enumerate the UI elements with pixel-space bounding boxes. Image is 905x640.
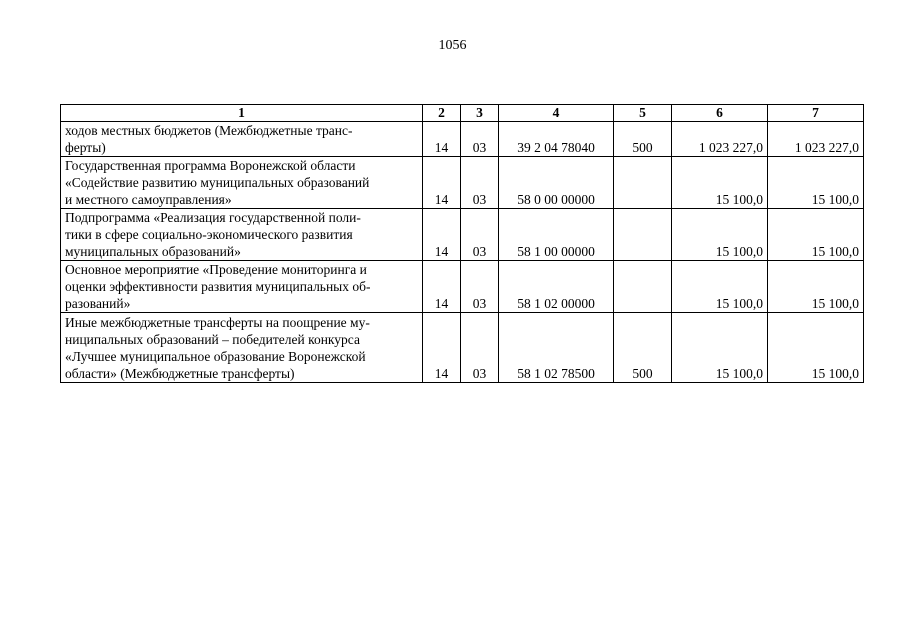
row-rz: 14 (423, 261, 461, 313)
row-csr: 58 1 00 00000 (499, 209, 614, 261)
header-row (61, 105, 864, 122)
row-vr (614, 261, 672, 313)
row-csr: 39 2 04 78040 (499, 122, 614, 157)
row-sum-1: 1 023 227,0 (672, 122, 768, 157)
row-sum-2: 15 100,0 (768, 209, 864, 261)
row-sum-1: 15 100,0 (672, 261, 768, 313)
row-description: Подпрограмма «Реализация государственной поли- тики в сфере социально-экономического развития муниципальных образований» (61, 209, 423, 261)
row-sum-2: 1 023 227,0 (768, 122, 864, 157)
row-vr (614, 209, 672, 261)
header-cell-1: 1 (61, 105, 423, 122)
row-pr: 03 (461, 261, 499, 313)
header-cell-5: 5 (614, 105, 672, 122)
header-cell-2: 2 (423, 105, 461, 122)
row-vr: 500 (614, 313, 672, 383)
row-pr: 03 (461, 313, 499, 383)
table-row (61, 157, 864, 209)
row-csr: 58 1 02 00000 (499, 261, 614, 313)
page-number: 1056 (438, 38, 467, 53)
row-rz: 14 (423, 157, 461, 209)
row-pr: 03 (461, 157, 499, 209)
row-pr: 03 (461, 209, 499, 261)
row-rz: 14 (423, 313, 461, 383)
row-rz: 14 (423, 209, 461, 261)
row-sum-1: 15 100,0 (672, 157, 768, 209)
row-sum-1: 15 100,0 (672, 209, 768, 261)
table-row (61, 209, 864, 261)
table-row (61, 122, 864, 157)
row-csr: 58 1 02 78500 (499, 313, 614, 383)
row-description: ходов местных бюджетов (Межбюджетные транс- ферты) (61, 122, 423, 157)
header-cell-7: 7 (768, 105, 864, 122)
row-rz: 14 (423, 122, 461, 157)
row-vr (614, 157, 672, 209)
row-csr: 58 0 00 00000 (499, 157, 614, 209)
row-description: Государственная программа Воронежской области «Содействие развитию муниципальных образований и местного самоуправления» (61, 157, 423, 209)
row-sum-2: 15 100,0 (768, 313, 864, 383)
row-sum-2: 15 100,0 (768, 157, 864, 209)
row-description: Основное мероприятие «Проведение мониторинга и оценки эффективности развития муниципальных об- разований» (61, 261, 423, 313)
row-sum-2: 15 100,0 (768, 261, 864, 313)
row-vr: 500 (614, 122, 672, 157)
header-cell-4: 4 (499, 105, 614, 122)
table-row (61, 313, 864, 383)
budget-table (60, 104, 864, 383)
row-pr: 03 (461, 122, 499, 157)
row-description: Иные межбюджетные трансферты на поощрение му- ниципальных образований – победителей конкурса «Лучшее муниципальное образование Воронежской области» (Межбюджетные трансферты) (61, 313, 423, 383)
row-sum-1: 15 100,0 (672, 313, 768, 383)
header-cell-6: 6 (672, 105, 768, 122)
header-cell-3: 3 (461, 105, 499, 122)
table-row (61, 261, 864, 313)
